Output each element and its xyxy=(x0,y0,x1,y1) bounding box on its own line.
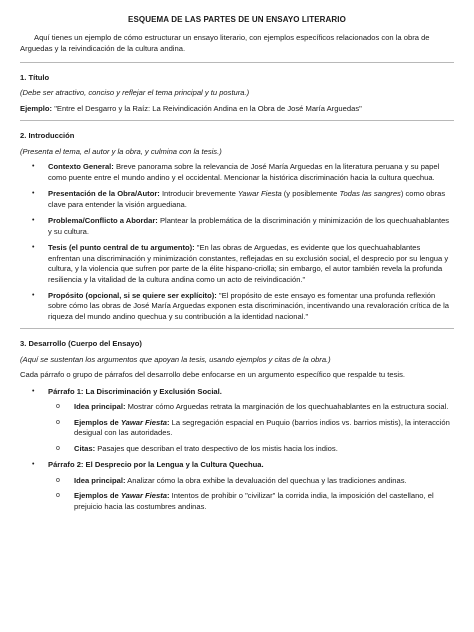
section-3-heading: 3. Desarrollo (Cuerpo del Ensayo) xyxy=(20,339,142,349)
introduction-list xyxy=(20,162,454,322)
section-1-example xyxy=(20,104,454,114)
section-3-note: (Aquí se sustentan los argumentos que apoyan la tesis, usando ejemplos y citas de la obra.) xyxy=(20,354,331,364)
section-2-note: (Presenta el tema, el autor y la obra, y culmina con la tesis.) xyxy=(20,146,222,156)
sub-list xyxy=(48,476,454,512)
sub-bullet-glyph: o xyxy=(56,444,60,452)
bullet-glyph: • xyxy=(32,461,35,469)
list-item-purpose: • Propósito (opcional, si se quiere ser explícito): "El propósito de este ensayo es fomentar una profunda reflexión sobre cómo las obras de José María Arguedas exponen esta discriminación, incentivando una revaloración crítica de la riqueza del mundo andino quechua y su contribución a la identidad nacional." xyxy=(32,291,450,321)
list-item-paragraph-1: • Párrafo 1: La Discriminación y Exclusión Social. o Idea principal: Mostrar cómo Arguedas retrata la marginación de los quechuahablantes en la estructura social. o Ejemplos de Yawar Fiesta: La segregación espacial en Puquio (barrios indios vs. barrios mistis), la interacción desigual con las autoridades. o Citas: Pasajes que describan el trato despectivo de los mistis hacia los indios. xyxy=(20,387,454,454)
sub-bullet-glyph: o xyxy=(56,492,60,500)
list-item-presentation: • Presentación de la Obra/Autor: Introducir brevemente Yawar Fiesta (y posiblemente Todas las sangres) como obras clave para entender la visión arguediana. xyxy=(32,189,446,209)
bullet-glyph: • xyxy=(32,244,35,252)
list-item-problem: • Problema/Conflicto a Abordar: Plantear la problemática de la discriminación y minimización de los quechuahablantes y su cultura. xyxy=(32,216,450,236)
document-title: ESQUEMA DE LAS PARTES DE UN ENSAYO LITERARIO xyxy=(128,15,346,24)
section-2-heading: 2. Introducción xyxy=(20,131,75,141)
section-1-heading: 1. Título xyxy=(20,72,50,82)
section-divider xyxy=(20,62,454,63)
bullet-glyph: • xyxy=(32,387,35,395)
sub-item: o Ejemplos de Yawar Fiesta: Intentos de prohibir o "civilizar" la corrida india, la imposición del castellano, el prejuicio hacia las costumbres andinas. xyxy=(56,491,434,511)
sub-bullet-glyph: o xyxy=(56,403,60,411)
sub-bullet-glyph: o xyxy=(56,418,60,426)
bullet-glyph: • xyxy=(32,292,35,299)
section-divider xyxy=(20,328,454,329)
intro-paragraph: Aquí tienes un ejemplo de cómo estructurar un ensayo literario, con ejemplos específicos relacionados con la obra de Arguedas y la reivindicación de la cultura andina. xyxy=(20,33,430,53)
section-1-note: (Debe ser atractivo, conciso y reflejar el tema principal y tu postura.) xyxy=(20,88,250,98)
list-item-thesis: • Tesis (el punto central de tu argumento): "En las obras de Arguedas, es evidente que los quechuahablantes enfrentan una discriminación y minimización constantes, reflejadas en su exclusión social, el desprecio por su lengua y cultura, y la violencia que sufren por parte de la élite hispano-criolla; sin embargo, el autor también revela la profunda resiliencia y la vitalidad de la cultura andina como un acto de reivindicación." xyxy=(32,243,449,284)
bullet-glyph: • xyxy=(32,217,35,225)
section-3-paragraph: Cada párrafo o grupo de párrafos del desarrollo debe enfocarse en un argumento específico que respalde tu tesis. xyxy=(20,370,405,380)
bullet-glyph: • xyxy=(32,163,35,171)
list-item-paragraph-2: • Párrafo 2: El Desprecio por la Lengua y la Cultura Quechua. o Idea principal: Analizar cómo la obra exhibe la devaluación del quechua y las tradiciones andinas. o Ejemplos de Yawar Fiesta: Intentos de prohibir o "civilizar" la corrida india, la imposición del castellano, el prejuicio hacia las costumbres andinas. xyxy=(20,460,454,512)
development-list xyxy=(20,387,454,512)
example-text: "Entre el Desgarro y la Raíz: La Reivindicación Andina en la Obra de José María Arguedas" xyxy=(52,103,362,113)
sub-item: o Idea principal: Mostrar cómo Arguedas retrata la marginación de los quechuahablantes en la estructura social. xyxy=(56,402,449,412)
sub-bullet-glyph: o xyxy=(56,476,60,484)
list-item-context: • Contexto General: Breve panorama sobre la relevancia de José María Arguedas en la literatura peruana y su papel como puente entre el mundo andino y el occidental. Mencionar la histórica discriminación hacia la cultura quechua. xyxy=(32,162,440,182)
sub-list xyxy=(48,402,454,454)
section-divider xyxy=(20,120,454,121)
sub-item: o Citas: Pasajes que describan el trato despectivo de los mistis hacia los indios. xyxy=(56,443,338,453)
bullet-glyph: • xyxy=(32,190,35,198)
sub-item: o Idea principal: Analizar cómo la obra exhibe la devaluación del quechua y las tradiciones andinas. xyxy=(56,475,407,485)
example-label: Ejemplo: xyxy=(20,103,53,113)
sub-item: o Ejemplos de Yawar Fiesta: La segregación espacial en Puquio (barrios indios vs. barrios mistis), la interacción desigual con las autoridades. xyxy=(56,417,450,438)
